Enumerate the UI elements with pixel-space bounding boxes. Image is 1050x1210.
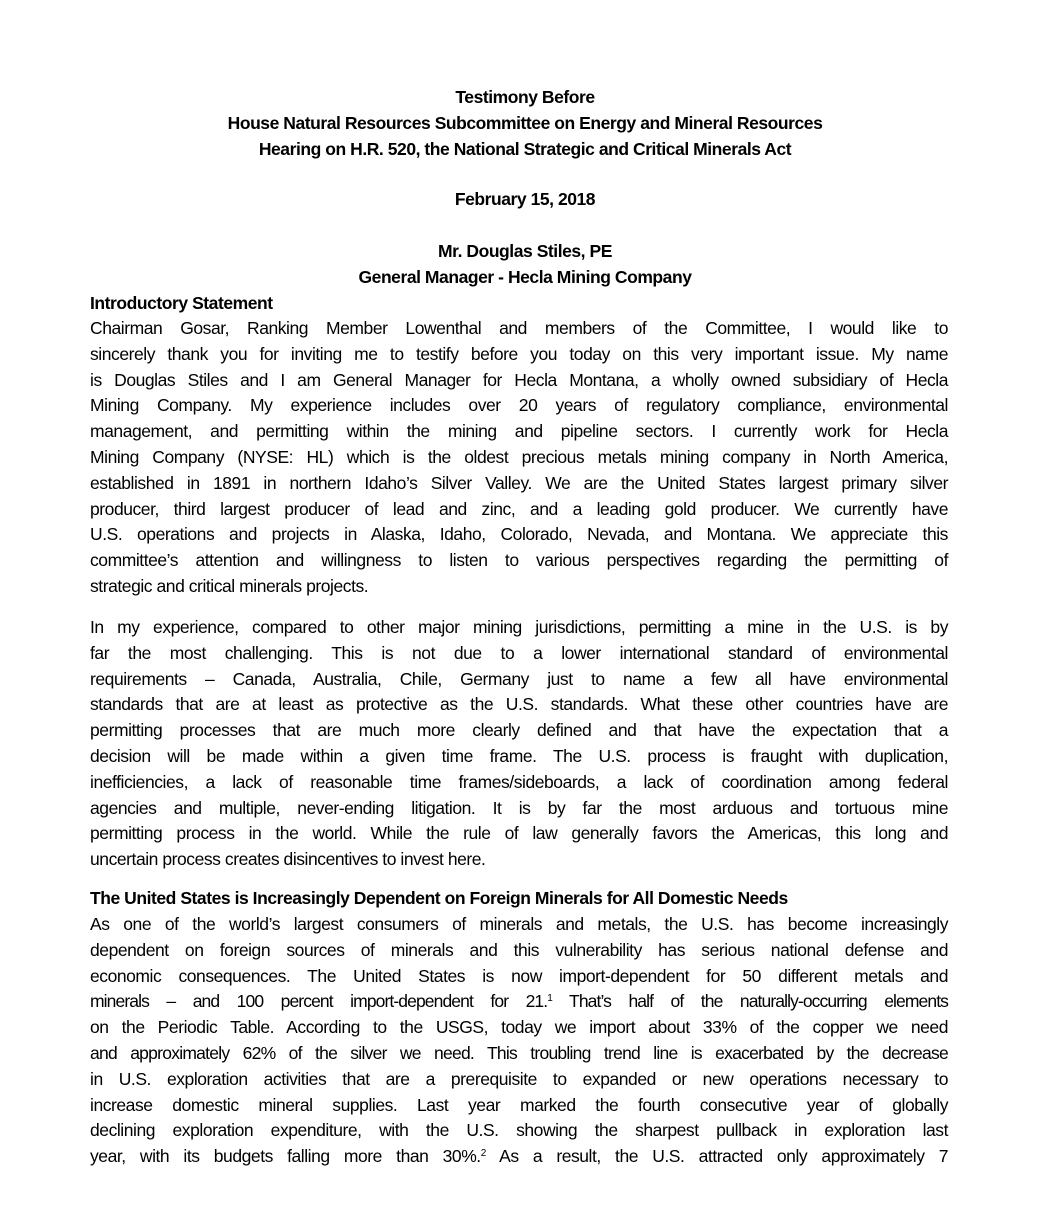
- text-line: economic consequences. The United States is now import-dependent for 50 different metals and: [90, 965, 948, 986]
- text-line: in U.S. exploration activities that are a prerequisite to expanded or new operations necessary to: [90, 1068, 948, 1089]
- text-fragment: That’s half of the naturally-occurring elements: [551, 991, 949, 1012]
- title-testimony-before: Testimony Before: [455, 87, 595, 107]
- title-hearing: Hearing on H.R. 520, the National Strategic and Critical Minerals Act: [258, 139, 792, 159]
- section-heading-introductory: Introductory Statement: [90, 293, 273, 313]
- paragraph-permitting-challenges: [90, 615, 948, 873]
- text-line: permitting process in the world. While the rule of law generally favors the Americas, this long and: [90, 823, 948, 844]
- witness-title: General Manager - Hecla Mining Company: [358, 267, 692, 287]
- section-heading-foreign-dependence: The United States is Increasingly Dependent on Foreign Minerals for All Domestic Needs: [90, 888, 788, 908]
- text-line: permitting processes that are much more clearly defined and that have the expectation that a: [90, 720, 948, 741]
- text-fragment: year, with its budgets falling more than 30%.: [90, 1146, 481, 1167]
- footnote-ref-1[interactable]: 1: [547, 993, 552, 1005]
- witness-name: Mr. Douglas Stiles, PE: [438, 241, 612, 261]
- text-line: requirements – Canada, Australia, Chile, Germany just to name a few all have environmental: [90, 668, 948, 689]
- text-line: decision will be made within a given time frame. The U.S. process is fraught with duplication,: [90, 745, 948, 766]
- paragraph-foreign-dependence: [90, 912, 948, 1170]
- text-line: on the Periodic Table. According to the USGS, today we import about 33% of the copper we need: [90, 1017, 948, 1038]
- text-line: sincerely thank you for inviting me to testify before you today on this very important issue. My name: [90, 343, 948, 364]
- text-line-with-footnote: [90, 989, 948, 1015]
- text-line: U.S. operations and projects in Alaska, Idaho, Colorado, Nevada, and Montana. We appreciate this: [90, 524, 948, 545]
- text-line: management, and permitting within the mining and pipeline sectors. I currently work for Hecla: [90, 421, 948, 442]
- text-line: As one of the world’s largest consumers of minerals and metals, the U.S. has become increasingly: [90, 914, 948, 934]
- text-line: Mining Company (NYSE: HL) which is the oldest precious metals mining company in North America,: [90, 446, 948, 467]
- text-line: In my experience, compared to other major mining jurisdictions, permitting a mine in the U.S. is by: [90, 617, 948, 637]
- text-line: standards that are at least as protective as the U.S. standards. What these other countries have are: [90, 694, 948, 715]
- text-line: strategic and critical minerals projects.: [90, 575, 369, 596]
- text-fragment: minerals – and 100 percent import-dependent for 21.: [90, 991, 548, 1012]
- title-subcommittee: House Natural Resources Subcommittee on Energy and Mineral Resources: [227, 113, 823, 133]
- text-line: Chairman Gosar, Ranking Member Lowenthal and members of the Committee, I would like to: [90, 318, 948, 338]
- text-line: uncertain process creates disincentives to invest here.: [90, 849, 486, 870]
- text-line: dependent on foreign sources of minerals and this vulnerability has serious national defense and: [90, 939, 948, 960]
- text-line: and approximately 62% of the silver we need. This troubling trend line is exacerbated by the decrease: [90, 1042, 948, 1063]
- text-line: Mining Company. My experience includes over 20 years of regulatory compliance, environmental: [90, 395, 948, 416]
- text-line: established in 1891 in northern Idaho’s Silver Valley. We are the United States largest primary silver: [90, 472, 948, 493]
- text-line: increase domestic mineral supplies. Last year marked the fourth consecutive year of globally: [90, 1094, 948, 1115]
- text-line: declining exploration expenditure, with the U.S. showing the sharpest pullback in exploration last: [90, 1120, 948, 1141]
- text-line: is Douglas Stiles and I am General Manager for Hecla Montana, a wholly owned subsidiary of Hecla: [90, 369, 948, 390]
- text-fragment: As a result, the U.S. attracted only approximately 7: [485, 1146, 948, 1167]
- text-line: inefficiencies, a lack of reasonable time frames/sideboards, a lack of coordination among federal: [90, 771, 948, 792]
- text-line: agencies and multiple, never-ending litigation. It is by far the most arduous and tortuous mine: [90, 797, 948, 818]
- hearing-date: February 15, 2018: [454, 189, 596, 209]
- text-line: producer, third largest producer of lead and zinc, and a leading gold producer. We currently have: [90, 498, 948, 519]
- footnote-ref-2[interactable]: 2: [480, 1148, 486, 1160]
- paragraph-introduction: [90, 316, 948, 600]
- text-line-with-footnote: [90, 1144, 948, 1170]
- text-line: committee’s attention and willingness to listen to various perspectives regarding the permitting of: [90, 550, 948, 571]
- text-line: far the most challenging. This is not due to a lower international standard of environmental: [90, 642, 948, 663]
